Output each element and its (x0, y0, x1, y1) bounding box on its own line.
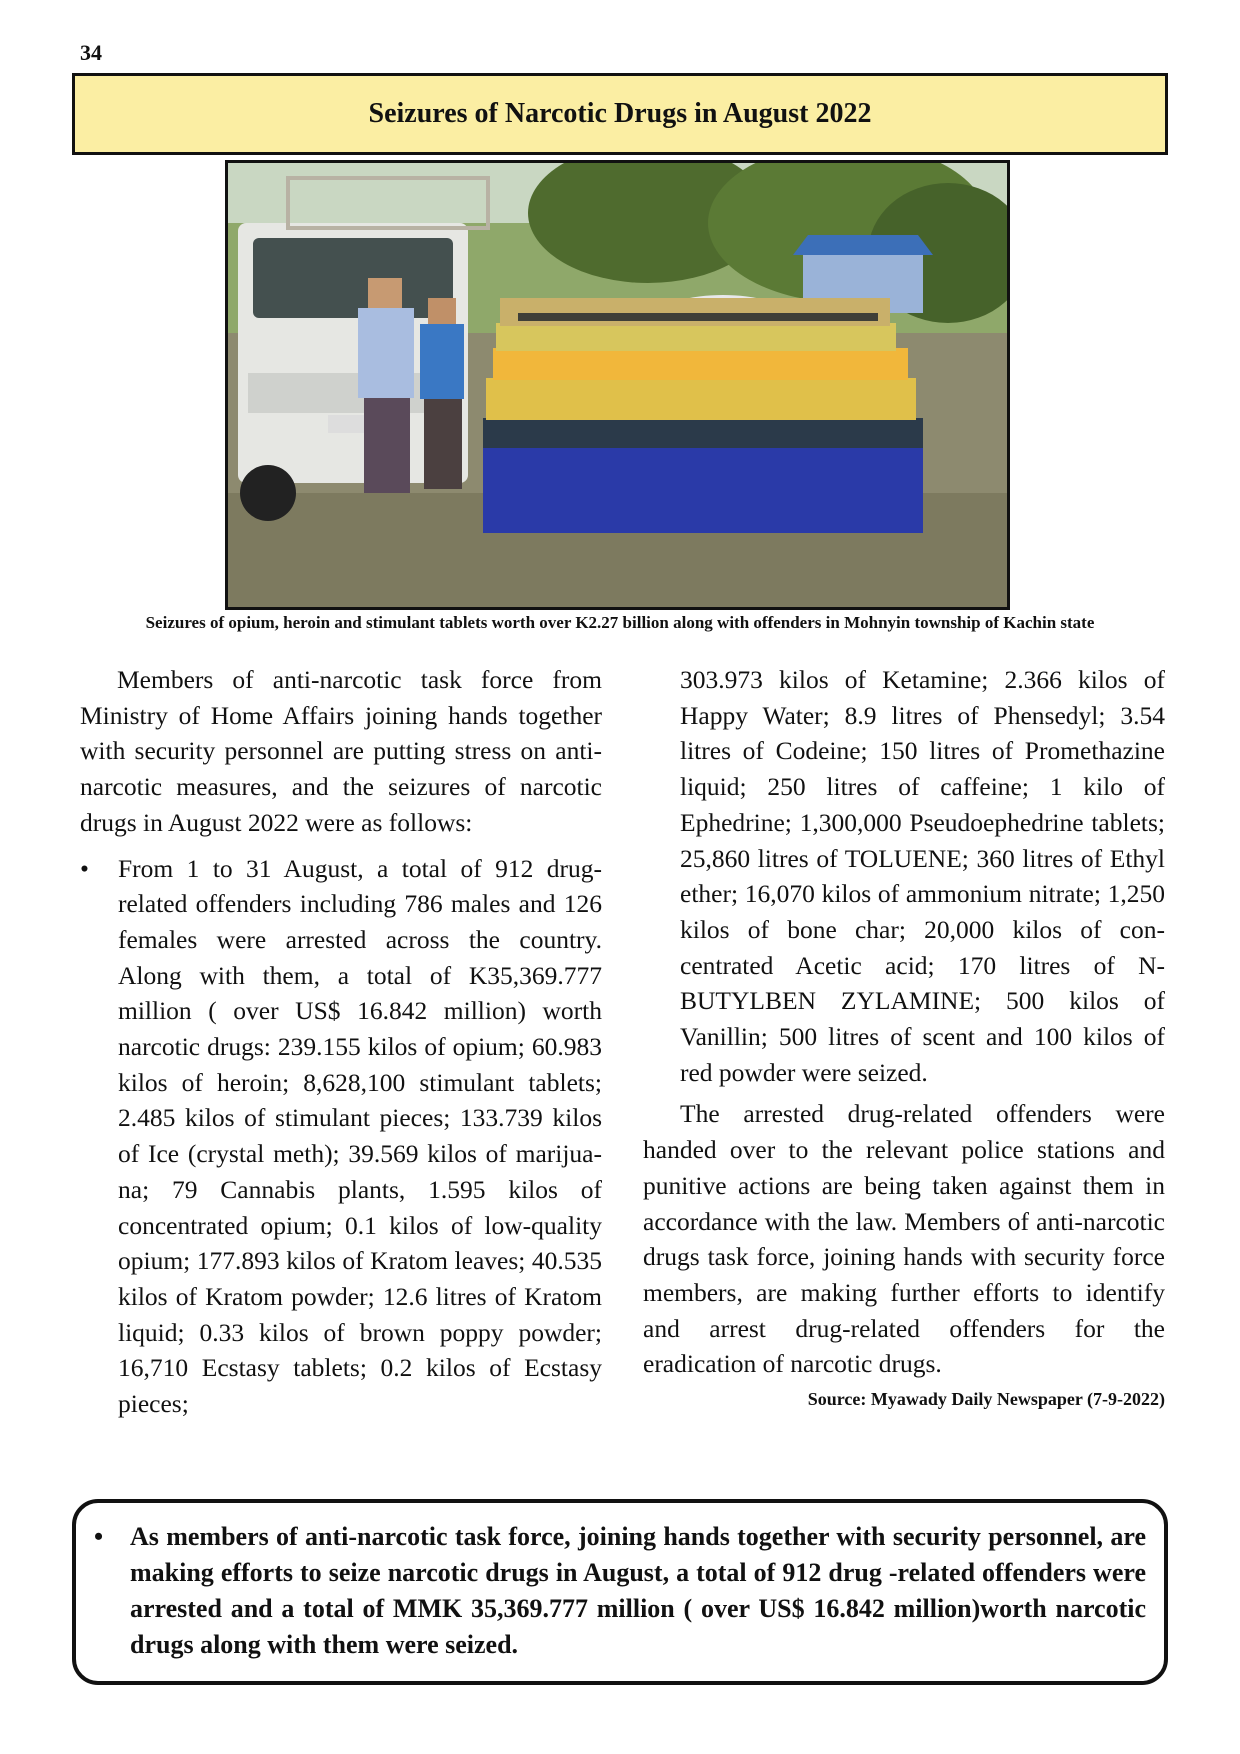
bullet-icon: • (80, 853, 89, 883)
article-column-left (80, 662, 602, 1422)
seizure-list-continued: 303.973 kilos of Ketamine; 2.366 kilos of Happy Water; 8.9 litres of Phensedyl; 3.54 litres of Codeine; 150 litres of Promethazine liquid; 250 litres of caffeine; 1 kilo of Ephedrine; 1,300,000 Pseudoephedrine tablets; 25,860 litres of TOLUENE; 360 litres of Ethyl ether; 16,070 kilos of ammonium nitrate; 1,250 kilos of bone char; 20,000 kilos of concentrated Acetic acid; 170 litres of N-BUTYLBEN ZYLAMINE; 500 kilos of Vanillin; 500 litres of scent and 100 kilos of red powder were seized. (680, 665, 1165, 1087)
intro-paragraph: Members of anti-narcotic task force from Ministry of Home Affairs joining hands together with security personnel are putting stress on anti-narcotic measures, and the seizures of narcotic drugs in August 2022 were as follows: (80, 665, 602, 837)
summary-text: As members of anti-narcotic task force, joining hands together with security personnel, are making efforts to seize narcotic drugs in August, a total of 912 drug -related offenders were arrested and a total of MMK 35,369.777 million ( over US$ 16.842 million)worth narcotic drugs along with them were seized. (130, 1522, 1146, 1659)
summary-box (72, 1499, 1168, 1685)
title-banner (72, 73, 1168, 155)
seizure-photo (225, 160, 1010, 610)
summary-item (94, 1519, 1146, 1663)
article-column-right (643, 662, 1165, 1410)
closing-paragraph: The arrested drug-related offenders were handed over to the relevant police stations and punitive actions are being taken against them in accordance with the law. Members of anti-narcotic drugs task force, joining hands with security force members, are making further efforts to identify and arrest drug-related offenders for the eradication of narcotic drugs. (643, 1099, 1165, 1379)
photo-caption: Seizures of opium, heroin and stimulant tablets worth over K2.27 billion along with offenders in Mohnyin township of Kachin state (145, 613, 1095, 632)
page-number: 34 (80, 40, 102, 65)
seizure-list-item (80, 851, 602, 1422)
source-credit: Source: Myawady Daily Newspaper (7-9-2022) (807, 1389, 1165, 1410)
page-title: Seizures of Narcotic Drugs in August 2022 (368, 98, 872, 129)
seizure-list-text: From 1 to 31 August, a total of 912 drug-related offenders including 786 males and 126 females were arrested across the country. Along with them, a total of K35,369.777 million ( over US$ 16.842 million) worth narcotic drugs: 239.155 kilos of opium; 60.983 kilos of heroin; 8,628,100 stimulant tablets; 2.485 kilos of stimulant pieces; 133.739 kilos of Ice (crystal meth); 39.569 kilos of marijuana; 79 Cannabis plants, 1.595 kilos of concentrated opium; 0.1 kilos of low-quality opium; 177.893 kilos of Kratom leaves; 40.535 kilos of Kratom powder; 12.6 litres of Kratom liquid; 0.33 kilos of brown poppy powder; 16,710 Ecstasy tablets; 0.2 kilos of Ecstasy pieces; (118, 853, 602, 1419)
bullet-icon: • (94, 1522, 104, 1551)
seizure-photo-illustration (228, 163, 1007, 607)
